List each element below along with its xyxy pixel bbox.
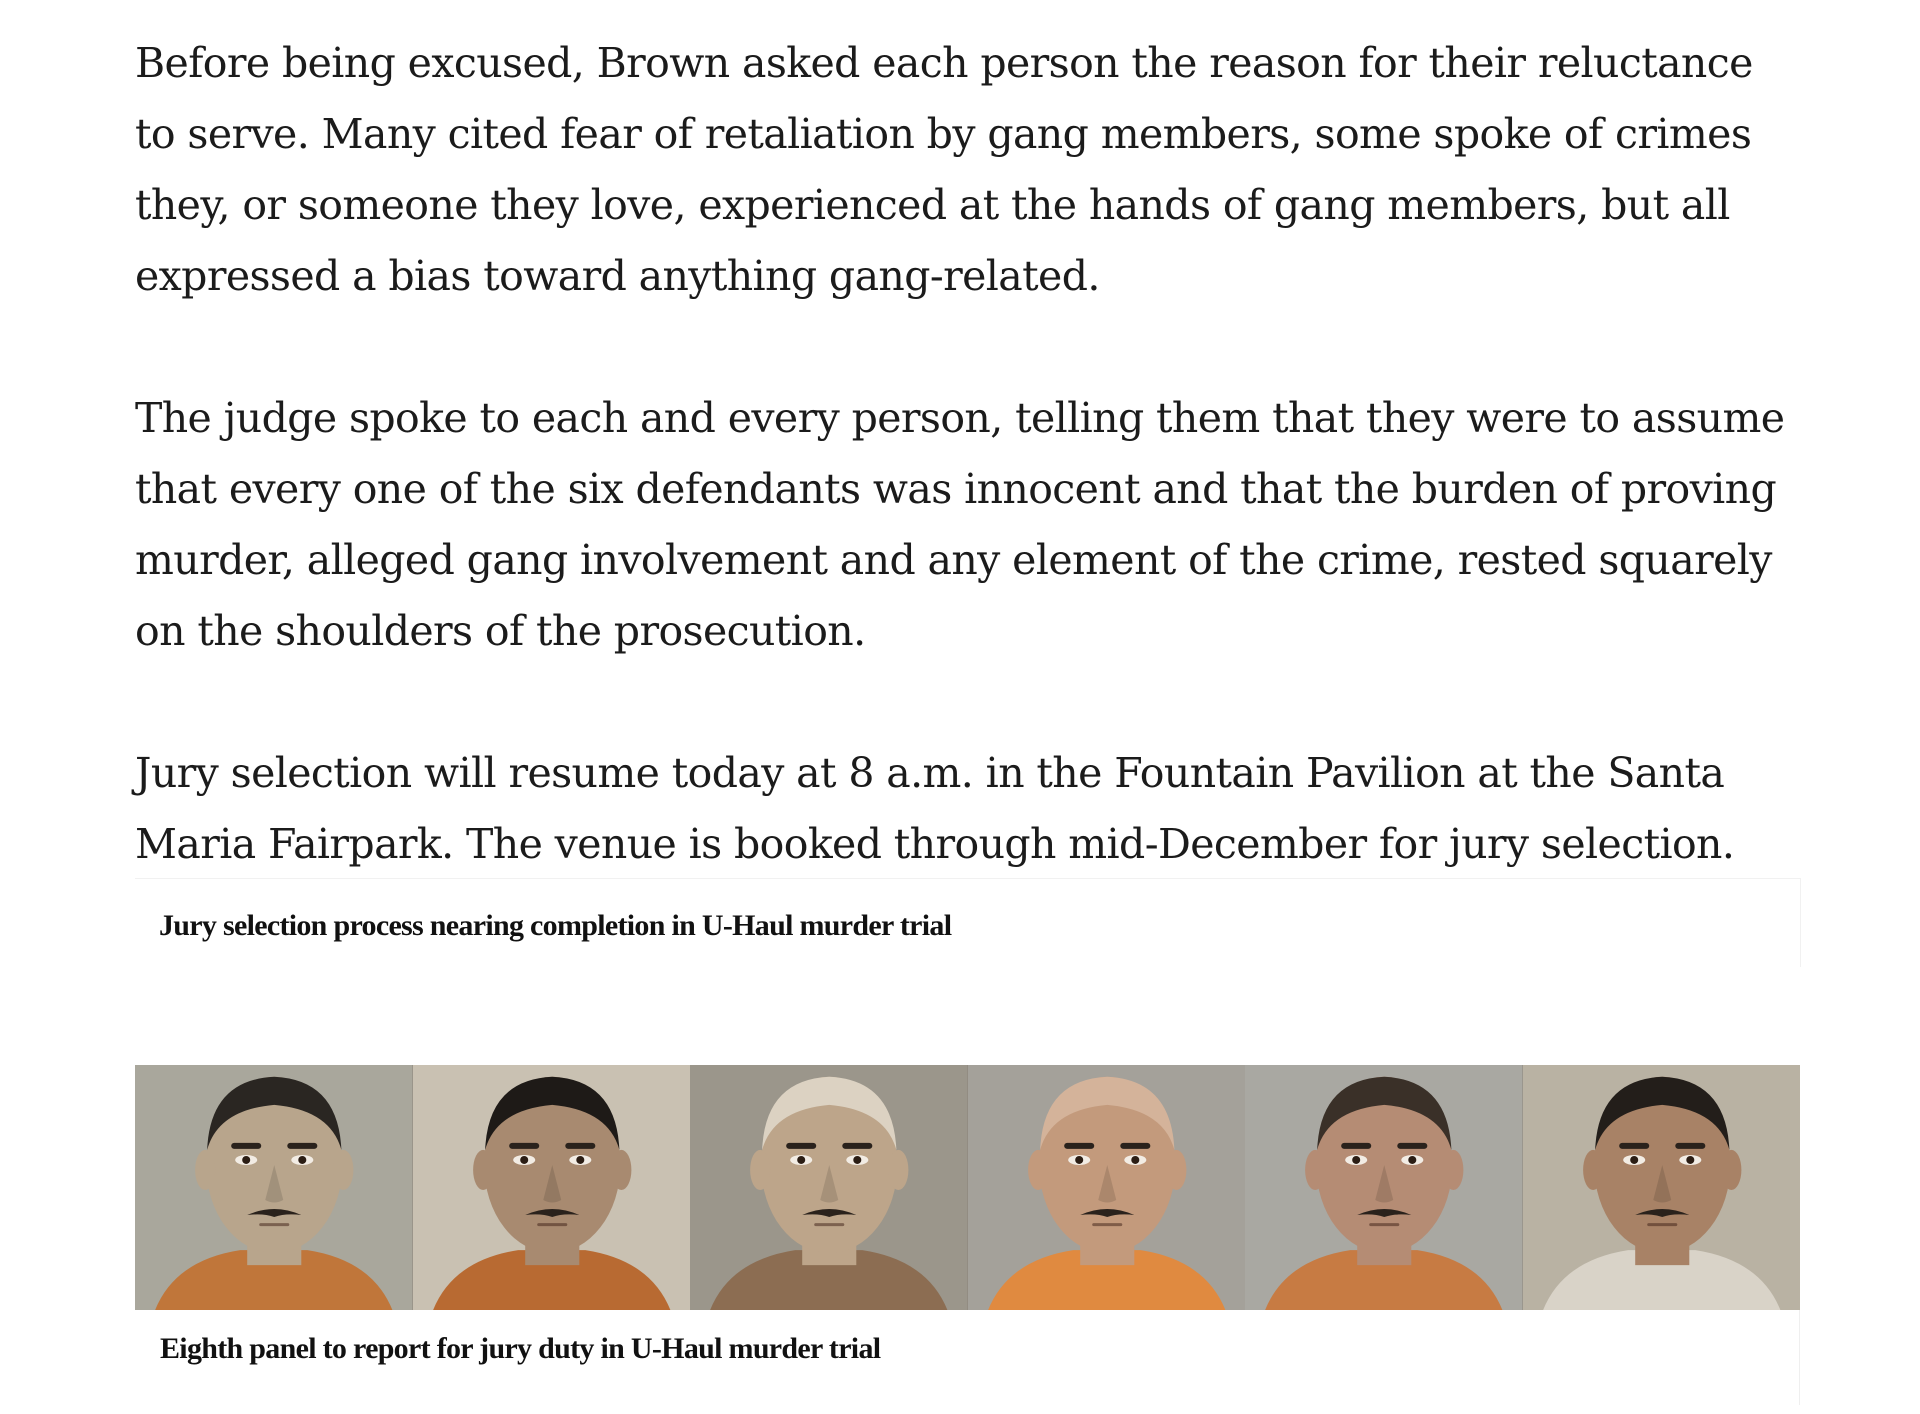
related-story-link[interactable] (135, 878, 1801, 967)
related-story-title[interactable]: Jury selection process nearing completion in U-Haul murder trial (159, 909, 952, 942)
mugshot-strip-image[interactable] (135, 1065, 1800, 1310)
paragraph-2: The judge spoke to each and every person, telling them that they were to assume that every one of the six defendants was innocent and that the burden of proving murder, alleged gang involvement and any element of the crime, rested squarely on the shoulders of the prosecution. (135, 394, 1785, 655)
paragraph-1: Before being excused, Brown asked each person the reason for their reluctance to serve. Many cited fear of retaliation by gang members, some spoke of crimes they, or someone they love, experienced at the hands of gang members, but all expressed a bias toward anything gang-related. (135, 39, 1753, 300)
article-body (135, 28, 1795, 880)
mugshot-2 (413, 1065, 691, 1310)
card-border (1799, 1310, 1800, 1405)
paragraph-3: Jury selection will resume today at 8 a.m. in the Fountain Pavilion at the Santa Maria Fairpark. The venue is booked through mid-December for jury selection. (135, 749, 1735, 868)
mugshot-4 (968, 1065, 1246, 1310)
mugshot-3 (690, 1065, 968, 1310)
related-story-card-title[interactable]: Eighth panel to report for jury duty in U-Haul murder trial (160, 1332, 881, 1365)
mugshot-5 (1245, 1065, 1523, 1310)
mugshot-6 (1523, 1065, 1801, 1310)
related-story-card[interactable] (135, 1065, 1800, 1405)
mugshot-1 (135, 1065, 413, 1310)
